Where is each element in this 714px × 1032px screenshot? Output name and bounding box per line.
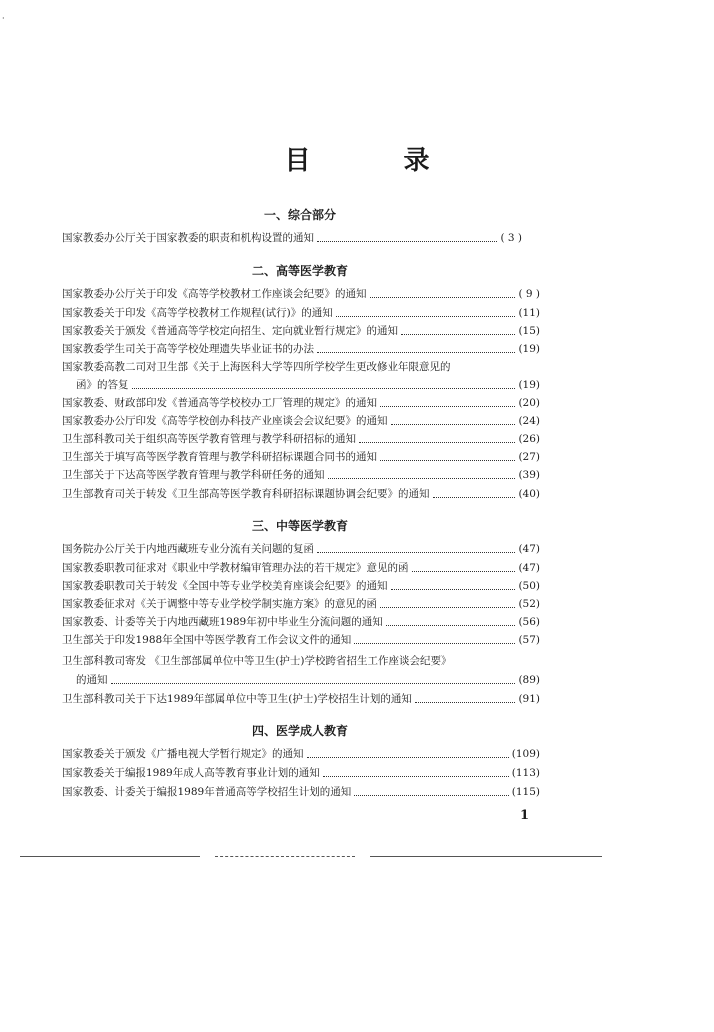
toc-entry: 国家教委关于颁发《广播电视大学暂行规定》的通知 (109) (62, 748, 540, 760)
scan-mark: · (2, 14, 5, 23)
bottom-rule (20, 856, 200, 857)
toc-entry: 卫生部科教司关于组织高等医学教育管理与教学科研招标的通知 (26) (62, 433, 540, 445)
toc-entry: 国家教委高教二司对卫生部《关于上海医科大学等四所学校学生更改修业年限意见的 (62, 361, 451, 373)
toc-entry-continuation: 函》的答复 (19) (76, 379, 540, 391)
bottom-rule (370, 856, 602, 857)
toc-entry: 卫生部关于下达高等医学教育管理与教学科研任务的通知 (39) (62, 469, 540, 481)
page-number: 1 (520, 808, 530, 823)
toc-entry: 国家教委办公厅印发《高等学校创办科技产业座谈会会议纪要》的通知 (24) (62, 415, 540, 427)
toc-entry: 国家教委、财政部印发《普通高等学校校办工厂管理的规定》的通知 (20) (62, 397, 540, 409)
bottom-rule (215, 856, 355, 857)
toc-entry: 国家教委、计委等关于内地西藏班1989年初中毕业生分流问题的通知 (56) (62, 616, 540, 628)
section-heading-3: 三、中等医学教育 (251, 519, 348, 533)
toc-entry: 国家教委征求对《关于调整中等专业学校学制实施方案》的意见的函 (52) (62, 598, 540, 610)
toc-entry-continuation: 的通知 (89) (76, 674, 540, 686)
toc-entry: 国家教委职教司征求对《职业中学教材编审管理办法的若干规定》意见的函 (47) (62, 562, 540, 574)
page-title: 目 录 (284, 146, 472, 176)
toc-entry: 卫生部科教司关于下达1989年部属单位中等卫生(护士)学校招生计划的通知 (91) (62, 693, 540, 705)
toc-entry: 国家教委关于编报1989年成人高等教育事业计划的通知 (113) (62, 767, 540, 779)
toc-entry: 国家教委办公厅关于印发《高等学校教材工作座谈会纪要》的通知 ( 9 ) (62, 288, 540, 300)
section-heading-2: 二、高等医学教育 (251, 264, 348, 278)
toc-entry: 国家教委学生司关于高等学校处理遗失毕业证书的办法 (19) (62, 343, 540, 355)
section-heading-1: 一、综合部分 (263, 208, 336, 222)
toc-entry: 国家教委职教司关于转发《全国中等专业学校美育座谈会纪要》的通知 (50) (62, 580, 540, 592)
toc-entry: 卫生部教育司关于转发《卫生部高等医学教育科研招标课题协调会纪要》的通知 (40) (62, 488, 540, 500)
toc-entry: 卫生部科教司寄发 《卫生部部属单位中等卫生(护士)学校跨省招生工作座谈会纪要》 (62, 655, 452, 667)
toc-entry: 国家教委关于印发《高等学校教材工作规程(试行)》的通知 (11) (62, 307, 540, 319)
section-heading-4: 四、医学成人教育 (251, 724, 348, 738)
toc-entry: 国家教委关于颁发《普通高等学校定向招生、定向就业暂行规定》的通知 (15) (62, 325, 540, 337)
toc-entry: 国家教委、计委关于编报1989年普通高等学校招生计划的通知 (115) (62, 786, 540, 798)
toc-entry: 国家教委办公厅关于国家教委的职责和机构设置的通知 ( 3 ) (62, 232, 522, 244)
toc-entry: 卫生部关于填写高等医学教育管理与教学科研招标课题合同书的通知 (27) (62, 451, 540, 463)
toc-entry: 国务院办公厅关于内地西藏班专业分流有关问题的复函 (47) (62, 543, 540, 555)
toc-entry: 卫生部关于印发1988年全国中等医学教育工作会议文件的通知 (57) (62, 634, 540, 646)
